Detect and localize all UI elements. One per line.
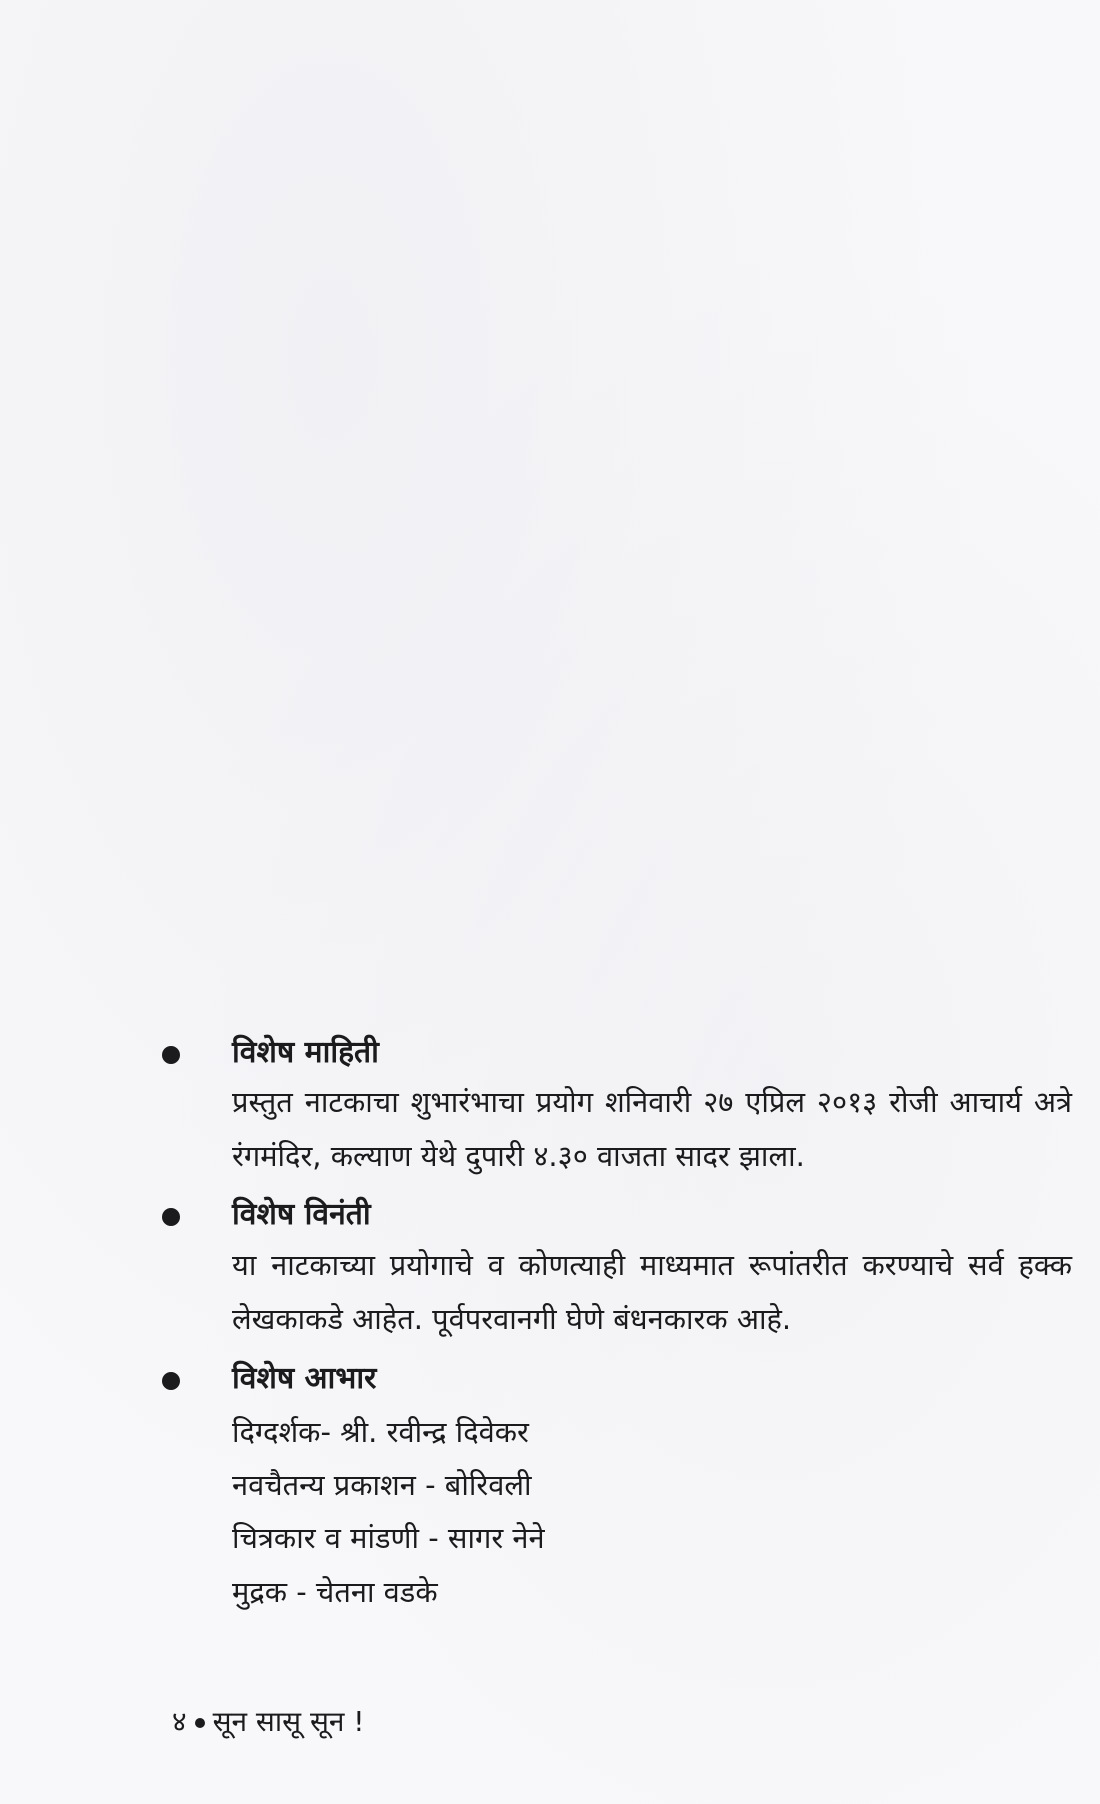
thanks-heading: विशेष आभार <box>232 1361 377 1396</box>
request-paragraph: या नाटकाच्या प्रयोगाचे व कोणत्याही माध्यमात रूपांतरीत करण्याचे सर्व हक्क लेखकाकडे आहेत. पूर्वपरवानगी घेणे बंधनकारक आहे. <box>232 1248 1072 1336</box>
credit-item: चित्रकार व मांडणी - सागर नेने <box>232 1521 545 1555</box>
info-paragraph: प्रस्तुत नाटकाचा शुभारंभाचा प्रयोग शनिवारी २७ एप्रिल २०१३ रोजी आचार्य अत्रे रंगमंदिर, कल्याण येथे दुपारी ४.३० वाजता सादर झाला. <box>232 1085 1072 1173</box>
book-title: सून सासू सून ! <box>212 1705 365 1738</box>
credit-item: मुद्रक - चेतना वडके <box>232 1575 438 1609</box>
separator-dot-icon <box>195 1718 205 1728</box>
bullet-icon <box>162 1046 180 1064</box>
credit-item: दिग्दर्शक- श्री. रवीन्द्र दिवेकर <box>232 1415 529 1449</box>
bullet-icon <box>162 1208 180 1226</box>
page-number: ४ <box>172 1705 187 1738</box>
bullet-icon <box>162 1372 180 1390</box>
credit-item: नवचैतन्य प्रकाशन - बोरिवली <box>232 1468 532 1502</box>
info-heading: विशेष माहिती <box>232 1035 379 1070</box>
page-footer <box>172 1702 365 1742</box>
request-heading: विशेष विनंती <box>232 1197 371 1232</box>
